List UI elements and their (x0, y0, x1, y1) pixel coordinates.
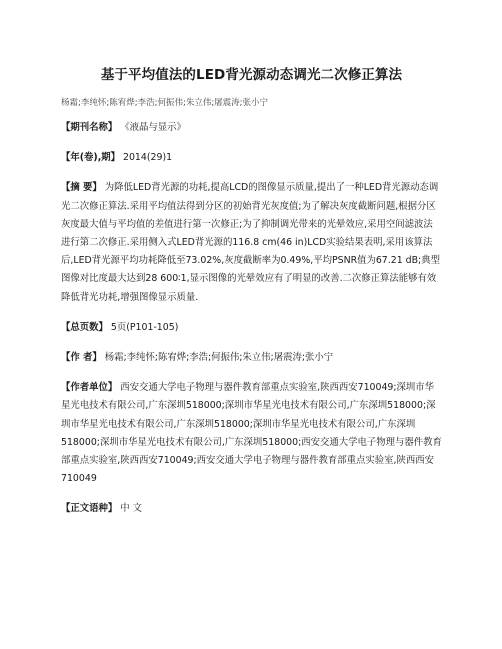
field-authors (61, 349, 442, 367)
field-label: 【正文语种】 (61, 503, 118, 515)
field-value: 2014(29)1 (123, 152, 173, 164)
author-list: 杨霜;李纯怀;陈宥烨;李浩;何振伟;朱立伟;屠震涛;张小宁 (61, 98, 269, 108)
field-journal-name (61, 119, 442, 137)
field-author-affiliations (61, 379, 442, 488)
field-value: 《液晶与显示》 (120, 122, 186, 133)
field-label: 【期刊名称】 (61, 122, 118, 133)
field-year-volume-issue (61, 149, 442, 167)
field-label: 【作 者】 (61, 352, 102, 364)
field-value: 杨霜;李纯怀;陈宥烨;李浩;何振伟;朱立伟;屠震涛;张小宁 (104, 352, 334, 364)
field-value: 5页(P101-105) (110, 321, 179, 333)
field-label: 【总页数】 (61, 321, 108, 333)
field-value: 为降低LED背光源的功耗,提高LCD的图像显示质量,提出了一种LED背光源动态调光二次修正算法.采用平均值法得到分区的初始背光灰度值;为了解决灰度截断问题,根据分区灰度最大值与平均值的差值进行第一次修正;为了抑制调光带来的光晕效应,采用空间滤波法进行第二次修正.采用侧入式LED背光源的116.8 cm(46 in)LCD实验结果表明,采用该算法后,LED背光源平均功耗降低至73.02%,灰度截断率为0.49%,平均PSNR值为67.21 dB;典型图像对比度最大达到28 600∶1,显示图像的光晕效应有了明显的改善.二次修正算法能够有效降低背光功耗,增强图像显示质量. (61, 182, 440, 303)
field-label: 【摘 要】 (61, 182, 102, 194)
field-label: 【作者单位】 (61, 382, 118, 394)
document-title: 基于平均值法的LED背光源动态调光二次修正算法 (100, 67, 403, 83)
field-abstract (61, 179, 442, 306)
field-text-language (61, 500, 442, 518)
field-value: 西安交通大学电子物理与器件教育部重点实验室,陕西西安710049;深圳市华星光电技术有限公司,广东深圳518000;深圳市华星光电技术有限公司,广东深圳518000;深圳市华星光电技术有限公司,广东深圳518000;深圳市华星光电技术有限公司,广东深圳518000;深圳市华星光电技术有限公司,广东深圳518000;西安交通大学电子物理与器件教育部重点实验室,陕西西安710049;西安交通大学电子物理与器件教育部重点实验室,陕西西安710049 (61, 382, 442, 485)
field-label: 【年(卷),期】 (61, 152, 121, 164)
field-total-pages (61, 319, 442, 337)
field-value: 中 文 (120, 503, 142, 515)
